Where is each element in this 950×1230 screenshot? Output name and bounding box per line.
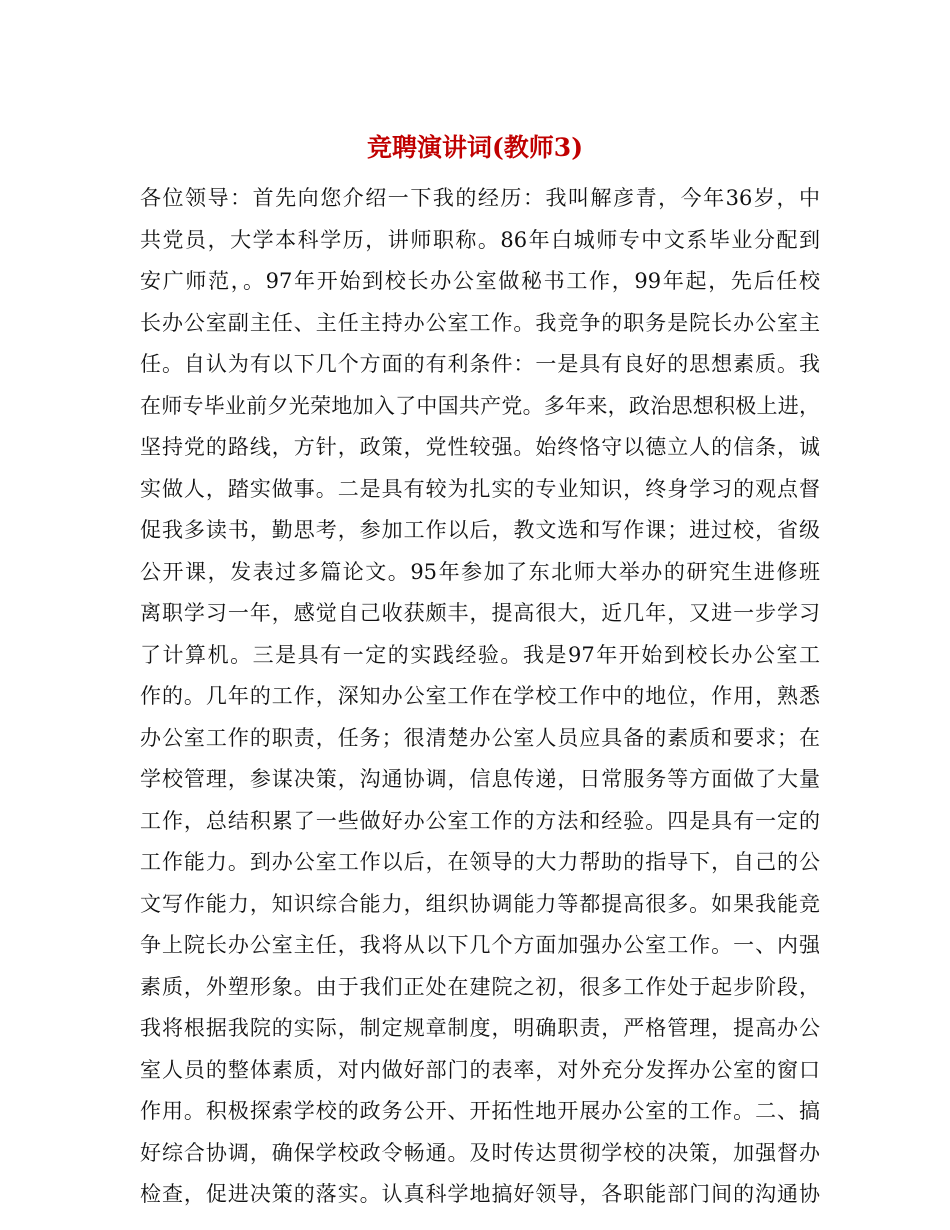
document-title: 竞聘演讲词(教师3) xyxy=(366,133,584,162)
body-line: 素质，外塑形象。由于我们正处在建院之初，很多工作处于起步阶段， xyxy=(140,974,820,999)
body-line: 作用。积极探索学校的政务公开、开拓性地开展办公室的工作。二、搞 xyxy=(140,1099,820,1123)
body-line: 我将根据我院的实际，制定规章制度，明确职责，严格管理，提高办公 xyxy=(140,1016,820,1040)
body-line: 公开课，发表过多篇论文。95年参加了东北师大举办的研究生进修班 xyxy=(140,559,820,584)
body-line: 长办公室副主任、主任主持办公室工作。我竞争的职务是院长办公室主 xyxy=(140,310,820,335)
body-line: 了计算机。三是具有一定的实践经验。我是97年开始到校长办公室工 xyxy=(140,642,820,667)
body-line: 作的。几年的工作，深知办公室工作在学校工作中的地位，作用，熟悉 xyxy=(140,684,820,708)
body-line: 争上院长办公室主任，我将从以下几个方面加强办公室工作。一、内强 xyxy=(140,933,820,957)
body-line: 室人员的整体素质，对内做好部门的表率，对外充分发挥办公室的窗口 xyxy=(140,1057,820,1082)
body-line: 工作，总结积累了一些做好办公室工作的方法和经验。四是具有一定的 xyxy=(140,808,820,833)
body-line: 文写作能力，知识综合能力，组织协调能力等都提高很多。如果我能竞 xyxy=(140,891,820,916)
body-line: 安广师范，。97年开始到校长办公室做秘书工作，99年起，先后任校 xyxy=(140,269,820,293)
body-line: 办公室工作的职责，任务；很清楚办公室人员应具备的素质和要求；在 xyxy=(140,725,820,750)
body-line: 离职学习一年，感觉自己收获颇丰，提高很大，近几年，又进一步学习 xyxy=(140,601,820,625)
body-line: 好综合协调，确保学校政令畅通。及时传达贯彻学校的决策，加强督办 xyxy=(140,1140,820,1165)
body-line: 实做人，踏实做事。二是具有较为扎实的专业知识，终身学习的观点督 xyxy=(140,476,820,501)
body-line: 在师专毕业前夕光荣地加入了中国共产党。多年来，政治思想积极上进， xyxy=(140,393,820,418)
body-line: 学校管理，参谋决策，沟通协调，信息传递，日常服务等方面做了大量 xyxy=(140,767,820,791)
body-line: 共党员，大学本科学历，讲师职称。86年白城师专中文系毕业分配到 xyxy=(140,227,820,252)
body-line: 检查，促进决策的落实。认真科学地搞好领导，各职能部门间的沟通协 xyxy=(140,1182,820,1206)
body-line: 工作能力。到办公室工作以后，在领导的大力帮助的指导下，自己的公 xyxy=(140,850,820,874)
body-line: 坚持党的路线，方针，政策，党性较强。始终恪守以德立人的信条，诚 xyxy=(140,435,820,459)
body-line: 各位领导：首先向您介绍一下我的经历：我叫解彦青，今年36岁，中 xyxy=(140,186,820,210)
body-line: 任。自认为有以下几个方面的有利条件：一是具有良好的思想素质。我 xyxy=(140,352,820,376)
body-line: 促我多读书，勤思考，参加工作以后，教文选和写作课；进过校，省级 xyxy=(140,518,820,542)
document-body xyxy=(140,178,820,1216)
